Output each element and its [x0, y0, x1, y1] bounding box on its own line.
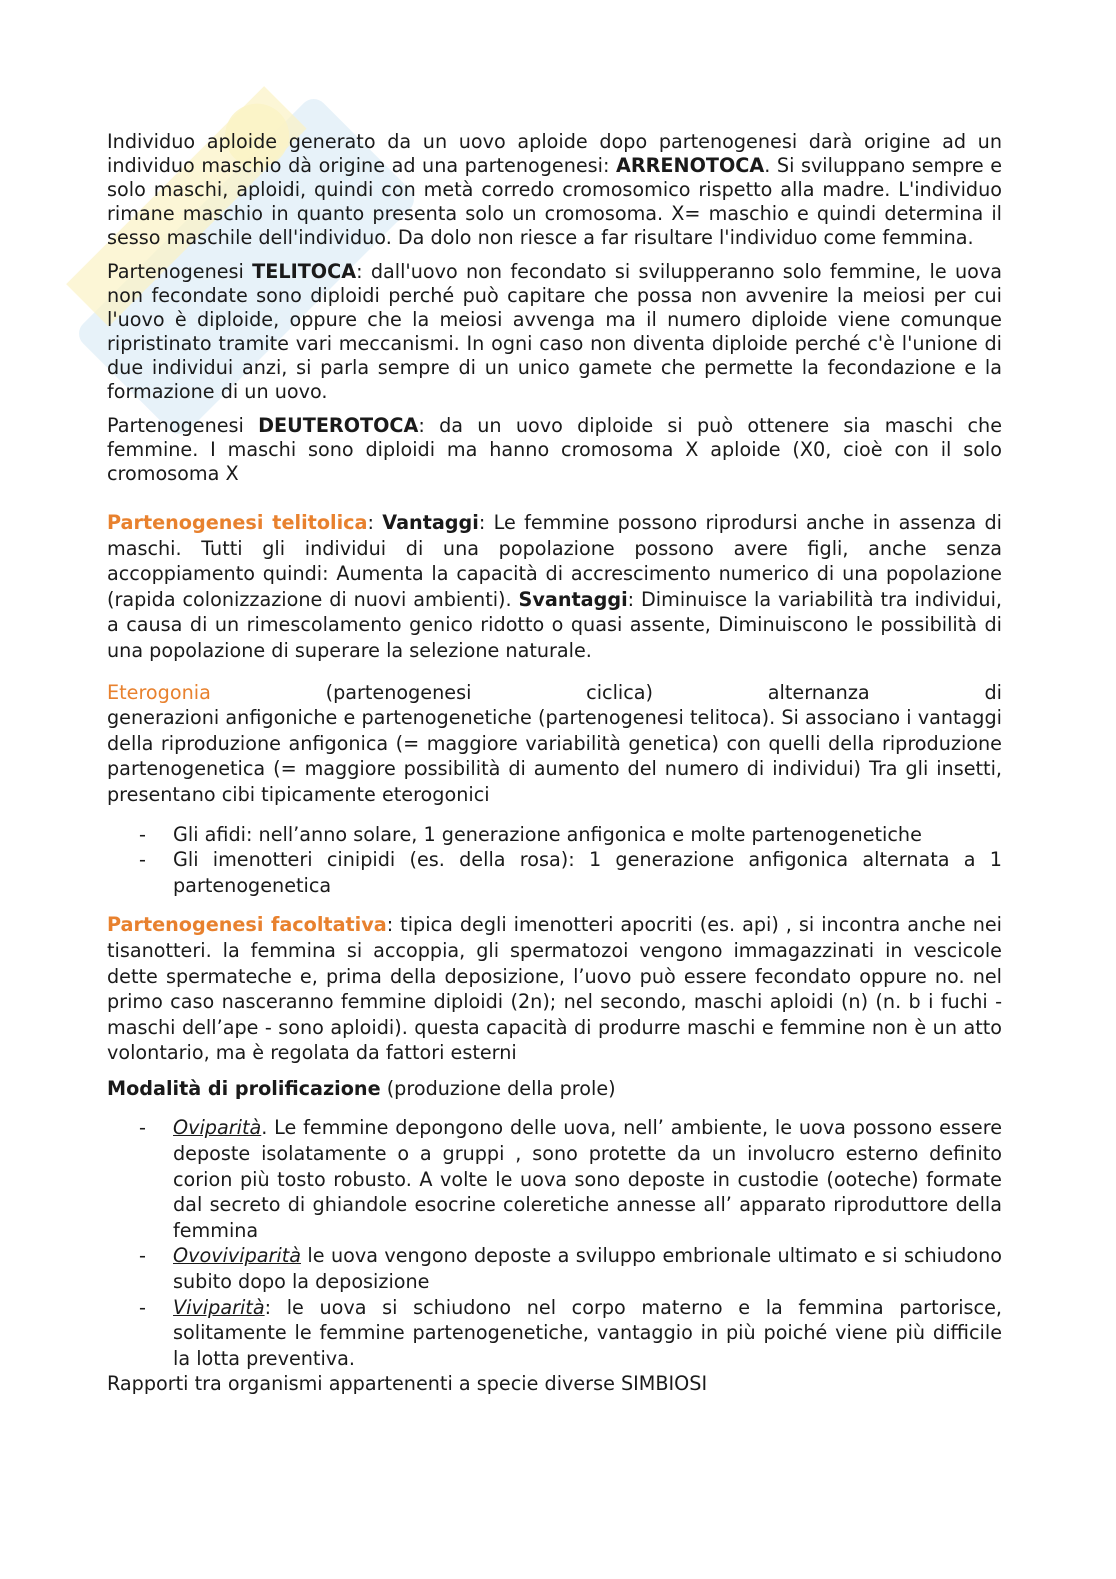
heading-prolificazione: Modalità di prolificazione (produzione della prole) [107, 1076, 616, 1100]
list-item: - Viviparità: le uova si schiudono nel corpo materno e la femmina partorisce, solitamente le femmine partenogenetiche, vantaggio in più poiché viene più difficile la lotta preventiva. [107, 1295, 1002, 1372]
eterogonia-first-line: Eterogonia (partenogenesi ciclica) alternanza di [107, 680, 1002, 704]
list-item: - Oviparità. Le femmine depongono delle uova, nell’ ambiente, le uova possono essere deposte isolatamente o a gruppi , sono protette da un involucro esterno definito corion più tosto robusto. A volte le uova sono deposte in custodie (ooteche) formate dal secreto di ghiandole esocrine coleretiche annesse all’ apparato riproduttore della femmina [107, 1115, 1002, 1243]
paragraph-telitolica: Partenogenesi telitolica: Vantaggi: Le femmine possono riprodursi anche in assenza di maschi. Tutti gli individui di una popolazione possono avere figli, anche senza accoppiamento quindi: Aumenta la capacità di accrescimento numerico di una popolazione (rapida colonizzazione di nuovi ambienti). Svantaggi: Diminuisce la variabilità tra individui, a causa di un rimescolamento genico ridotto o quasi assente, Diminuiscono le possibilità di una popolazione di superare la selezione naturale. [107, 511, 1002, 662]
paragraph-telitoca: Partenogenesi TELITOCA: dall'uovo non fecondato si svilupperanno solo femmine, le uova non fecondate sono diploidi perché può capitare che possa non avvenire la meiosi per cui l'uovo è diploide, oppure che la meiosi avvenga ma il numero diploide viene comunque ripristinato tramite vari meccanismi. In ogni caso non diventa diploide perché c'è l'unione di due individui anzi, si parla sempre di un unico gamete che permette la fecondazione e la formazione di un uovo. [107, 260, 1002, 403]
eterogonia-list [107, 822, 1002, 899]
paragraph-deuterotoca: Partenogenesi DEUTEROTOCA: da un uovo diploide si può ottenere sia maschi che femmine. I maschi sono diploidi ma hanno cromosoma X aploide (X0, cioè con il solo cromosoma X [107, 414, 1003, 485]
document-body [107, 130, 1002, 1397]
paragraph-arrenotoca: Individuo aploide generato da un uovo aploide dopo partenogenesi darà origine ad un individuo maschio dà origine ad una partenogenesi: ARRENOTOCA. Si sviluppano sempre e solo maschi, aploidi, quindi con metà corredo cromosomico rispetto alla madre. L'individuo rimane maschio in quanto presenta solo un cromosoma. X= maschio e quindi determina il sesso maschile dell'individuo. Da dolo non riesce a far risultare l'individuo come femmina. [107, 130, 1002, 249]
list-item: - Gli imenotteri cinipidi (es. della rosa): 1 generazione anfigonica alternata a 1 partenogenetica [107, 847, 1002, 898]
paragraph-eterogonia [107, 680, 1002, 808]
paragraph-simbiosi: Rapporti tra organismi appartenenti a specie diverse SIMBIOSI [107, 1372, 708, 1396]
prolificazione-list [107, 1115, 1002, 1371]
eterogonia-text: generazioni anfigoniche e partenogenetiche (partenogenesi telitoca). Si associano i vantaggi della riproduzione anfigonica (= maggiore variabilità genetica) con quelli della riproduzione partenogenetica (= maggiore possibilità di aumento del numero di individui) Tra gli insetti, presentano cibi tipicamente eterogonici [107, 706, 1002, 806]
list-item: - Ovoviviparità le uova vengono deposte a sviluppo embrionale ultimato e si schiudono subito dopo la deposizione [107, 1243, 1002, 1294]
paragraph-facoltativa: Partenogenesi facoltativa: tipica degli imenotteri apocriti (es. api) , si incontra anche nei tisanotteri. la femmina si accoppia, gli spermatozoi vengono immagazzinati in vescicole dette spermateche e, prima della deposizione, l’uovo può essere fecondato oppure no. nel primo caso nasceranno femmine diploidi (2n); nel secondo, maschi aploidi (n) (n. b i fuchi - maschi dell’ape - sono aploidi). questa capacità di produrre maschi e femmine non è un atto volontario, ma è regolata da fattori esterni [107, 913, 1003, 1065]
list-item: - Gli afidi: nell’anno solare, 1 generazione anfigonica e molte partenogenetiche [107, 822, 1002, 848]
